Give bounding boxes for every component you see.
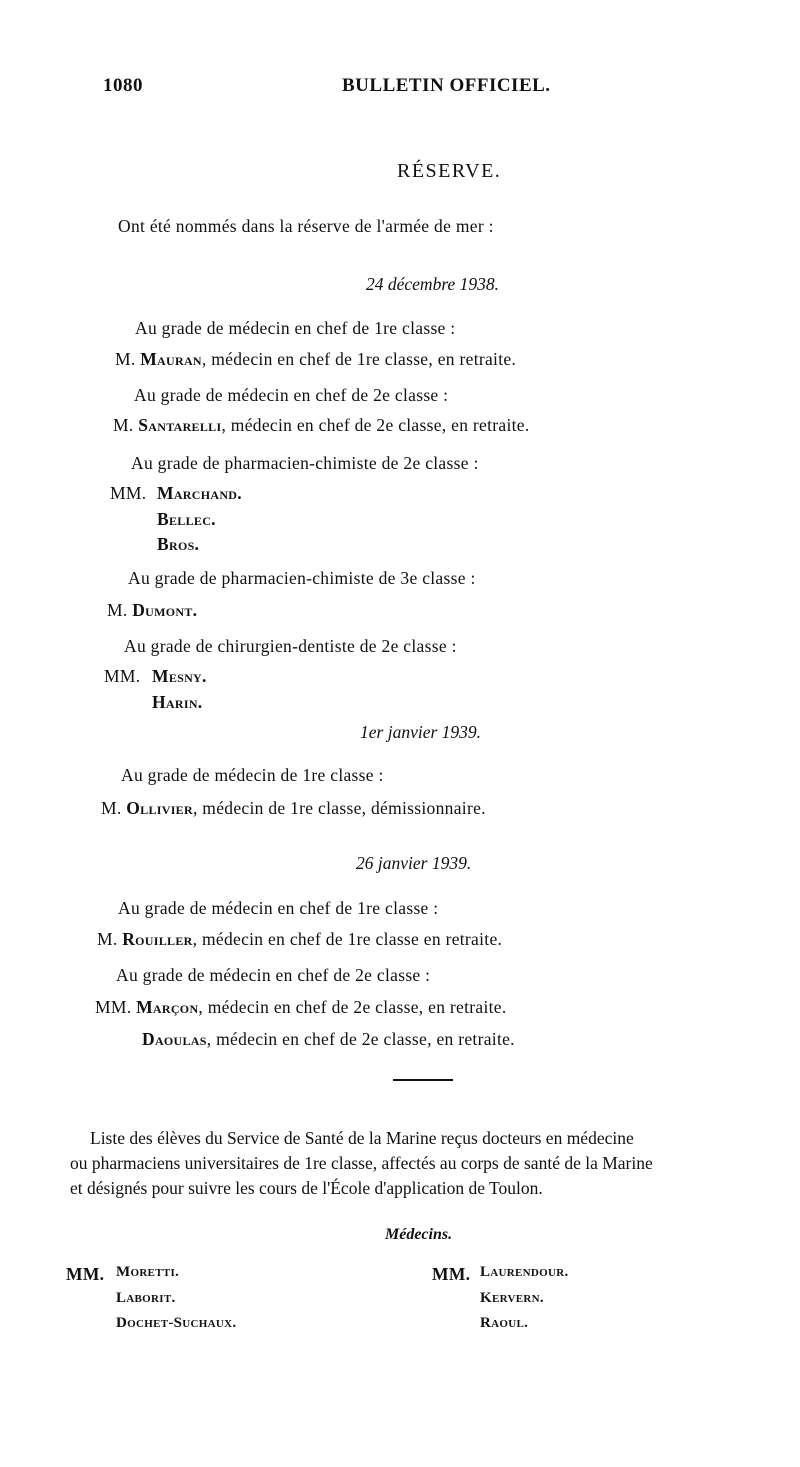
- grade-heading: Au grade de médecin en chef de 2e classe :: [116, 965, 431, 985]
- grade-heading: Au grade de pharmacien-chimiste de 2e classe :: [131, 453, 479, 473]
- appointment-detail: , médecin de 1re classe, démissionnaire.: [192, 798, 486, 818]
- person-name: Dumont.: [132, 600, 198, 620]
- names-prefix: MM.: [66, 1264, 105, 1284]
- separator-rule: [393, 1079, 453, 1081]
- person-name: Mauran: [140, 349, 202, 369]
- appointment-line: [113, 415, 530, 436]
- person-name: Dochet-Suchaux.: [116, 1315, 237, 1331]
- appointment-detail: , médecin en chef de 2e classe, en retraite.: [221, 415, 530, 435]
- date-heading: 1er janvier 1939.: [360, 722, 482, 742]
- appointment-detail: , médecin en chef de 1re classe en retraite.: [192, 929, 503, 949]
- appointment-line: [142, 1029, 515, 1050]
- appointment-line: [115, 349, 516, 370]
- title-prefix: M.: [101, 798, 122, 818]
- date-heading: 26 janvier 1939.: [356, 853, 472, 873]
- appointment-line: [95, 997, 507, 1018]
- title-prefix: M.: [115, 349, 136, 369]
- person-name: Rouiller: [122, 929, 193, 949]
- grade-heading: Au grade de pharmacien-chimiste de 3e classe :: [128, 568, 476, 588]
- title-prefix: M.: [97, 929, 118, 949]
- title-prefix: M.: [107, 600, 128, 620]
- paragraph-line: Liste des élèves du Service de Santé de la Marine reçus docteurs en médecine: [90, 1128, 634, 1148]
- publication-title: BULLETIN OFFICIEL.: [342, 75, 551, 96]
- person-name: Ollivier: [126, 798, 193, 818]
- list-paragraph: [70, 1126, 785, 1201]
- title-prefix: M.: [113, 415, 134, 435]
- appointment-line: [97, 929, 502, 950]
- grade-heading: Au grade de médecin en chef de 1re classe :: [118, 898, 439, 918]
- person-name: Kervern.: [480, 1290, 544, 1306]
- person-name: Mesny.: [152, 666, 207, 686]
- page-number: 1080: [103, 75, 143, 96]
- names-prefix: MM.: [104, 666, 141, 686]
- appointment-detail: , médecin en chef de 1re classe, en retraite.: [201, 349, 517, 369]
- grade-heading: Au grade de chirurgien-dentiste de 2e classe :: [124, 636, 457, 656]
- person-name: Daoulas: [142, 1029, 207, 1049]
- date-heading: 24 décembre 1938.: [366, 274, 499, 294]
- grade-heading: Au grade de médecin en chef de 2e classe :: [134, 385, 449, 405]
- medecins-heading: Médecins.: [385, 1226, 453, 1243]
- grade-heading: Au grade de médecin en chef de 1re classe :: [135, 318, 456, 338]
- person-name: Santarelli: [138, 415, 222, 435]
- person-name: Bellec.: [157, 509, 216, 529]
- intro-text: Ont été nommés dans la réserve de l'armée de mer :: [118, 216, 494, 236]
- person-name: Laborit.: [116, 1290, 176, 1306]
- appointment-detail: , médecin en chef de 2e classe, en retraite.: [206, 1029, 515, 1049]
- paragraph-line: et désignés pour suivre les cours de l'École d'application de Toulon.: [70, 1178, 543, 1198]
- names-prefix: MM.: [110, 483, 147, 503]
- title-prefix: MM.: [95, 997, 132, 1017]
- appointment-line: [101, 798, 486, 819]
- person-name: Moretti.: [116, 1264, 180, 1280]
- person-name: Raoul.: [480, 1315, 529, 1331]
- person-name: Harin.: [152, 692, 203, 712]
- appointment-line: [107, 600, 197, 621]
- person-name: Marçon: [136, 997, 199, 1017]
- person-name: Marchand.: [157, 483, 242, 503]
- section-title: RÉSERVE.: [397, 160, 502, 182]
- person-name: Laurendour.: [480, 1264, 569, 1280]
- paragraph-line: ou pharmaciens universitaires de 1re classe, affectés au corps de santé de la Marine: [70, 1153, 653, 1173]
- grade-heading: Au grade de médecin de 1re classe :: [121, 765, 384, 785]
- person-name: Bros.: [157, 534, 200, 554]
- appointment-detail: , médecin en chef de 2e classe, en retraite.: [198, 997, 507, 1017]
- names-prefix: MM.: [432, 1264, 471, 1284]
